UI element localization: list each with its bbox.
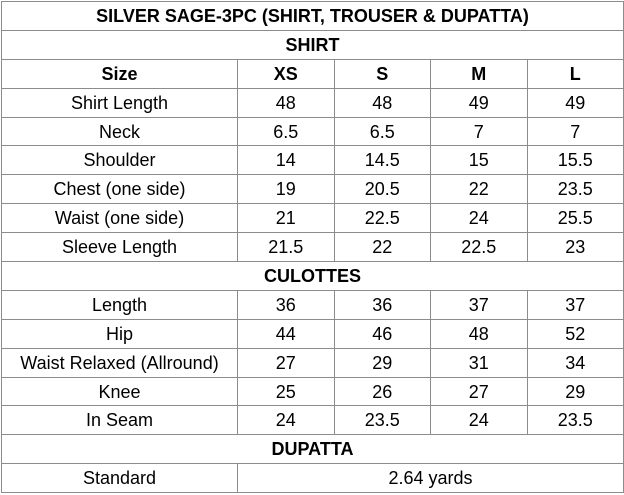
cell-value: 29 — [334, 348, 431, 377]
size-header-s: S — [334, 59, 431, 88]
table-row — [2, 319, 624, 348]
table-row — [2, 348, 624, 377]
table-row — [2, 204, 624, 233]
cell-value: 20.5 — [334, 175, 431, 204]
cell-value: 52 — [527, 319, 624, 348]
size-header-xs: XS — [238, 59, 335, 88]
section-header-row — [2, 262, 624, 291]
cell-value: 24 — [431, 406, 528, 435]
cell-value: 23 — [527, 233, 624, 262]
section-header-row — [2, 30, 624, 59]
cell-value: 26 — [334, 377, 431, 406]
cell-value: 49 — [527, 88, 624, 117]
cell-value: 19 — [238, 175, 335, 204]
row-label: Knee — [2, 377, 238, 406]
size-header-l: L — [527, 59, 624, 88]
row-label: Length — [2, 290, 238, 319]
cell-value: 22.5 — [334, 204, 431, 233]
section-heading-culottes: CULOTTES — [2, 262, 624, 291]
cell-value: 27 — [431, 377, 528, 406]
cell-value: 7 — [527, 117, 624, 146]
cell-value: 34 — [527, 348, 624, 377]
cell-value: 36 — [238, 290, 335, 319]
cell-value: 49 — [431, 88, 528, 117]
section-header-row — [2, 435, 624, 464]
cell-value: 6.5 — [334, 117, 431, 146]
cell-value: 14 — [238, 146, 335, 175]
row-label: Sleeve Length — [2, 233, 238, 262]
row-label: Neck — [2, 117, 238, 146]
size-header-row — [2, 59, 624, 88]
cell-value: 14.5 — [334, 146, 431, 175]
cell-value: 36 — [334, 290, 431, 319]
cell-value: 37 — [431, 290, 528, 319]
cell-value: 22 — [431, 175, 528, 204]
dupatta-value: 2.64 yards — [238, 464, 624, 493]
cell-value: 46 — [334, 319, 431, 348]
table-row — [2, 88, 624, 117]
row-label: Chest (one side) — [2, 175, 238, 204]
row-label: Standard — [2, 464, 238, 493]
table-row — [2, 290, 624, 319]
row-label: Waist Relaxed (Allround) — [2, 348, 238, 377]
cell-value: 7 — [431, 117, 528, 146]
cell-value: 31 — [431, 348, 528, 377]
cell-value: 23.5 — [527, 406, 624, 435]
row-label: Hip — [2, 319, 238, 348]
cell-value: 22 — [334, 233, 431, 262]
table-row — [2, 377, 624, 406]
cell-value: 44 — [238, 319, 335, 348]
cell-value: 27 — [238, 348, 335, 377]
section-heading-shirt: SHIRT — [2, 30, 624, 59]
cell-value: 48 — [334, 88, 431, 117]
row-label: Shoulder — [2, 146, 238, 175]
cell-value: 29 — [527, 377, 624, 406]
row-label: Shirt Length — [2, 88, 238, 117]
cell-value: 25.5 — [527, 204, 624, 233]
cell-value: 23.5 — [527, 175, 624, 204]
row-label: In Seam — [2, 406, 238, 435]
size-chart-table — [1, 1, 624, 493]
cell-value: 21 — [238, 204, 335, 233]
cell-value: 15 — [431, 146, 528, 175]
table-title: SILVER SAGE-3PC (SHIRT, TROUSER & DUPATTA) — [2, 2, 624, 31]
cell-value: 15.5 — [527, 146, 624, 175]
section-heading-dupatta: DUPATTA — [2, 435, 624, 464]
cell-value: 48 — [431, 319, 528, 348]
table-row — [2, 233, 624, 262]
size-header-m: M — [431, 59, 528, 88]
cell-value: 23.5 — [334, 406, 431, 435]
size-column-header: Size — [2, 59, 238, 88]
cell-value: 24 — [431, 204, 528, 233]
title-row — [2, 2, 624, 31]
cell-value: 6.5 — [238, 117, 335, 146]
cell-value: 48 — [238, 88, 335, 117]
cell-value: 21.5 — [238, 233, 335, 262]
table-row — [2, 464, 624, 493]
table-row — [2, 175, 624, 204]
cell-value: 22.5 — [431, 233, 528, 262]
table-row — [2, 406, 624, 435]
cell-value: 37 — [527, 290, 624, 319]
table-row — [2, 146, 624, 175]
cell-value: 24 — [238, 406, 335, 435]
table-row — [2, 117, 624, 146]
cell-value: 25 — [238, 377, 335, 406]
row-label: Waist (one side) — [2, 204, 238, 233]
